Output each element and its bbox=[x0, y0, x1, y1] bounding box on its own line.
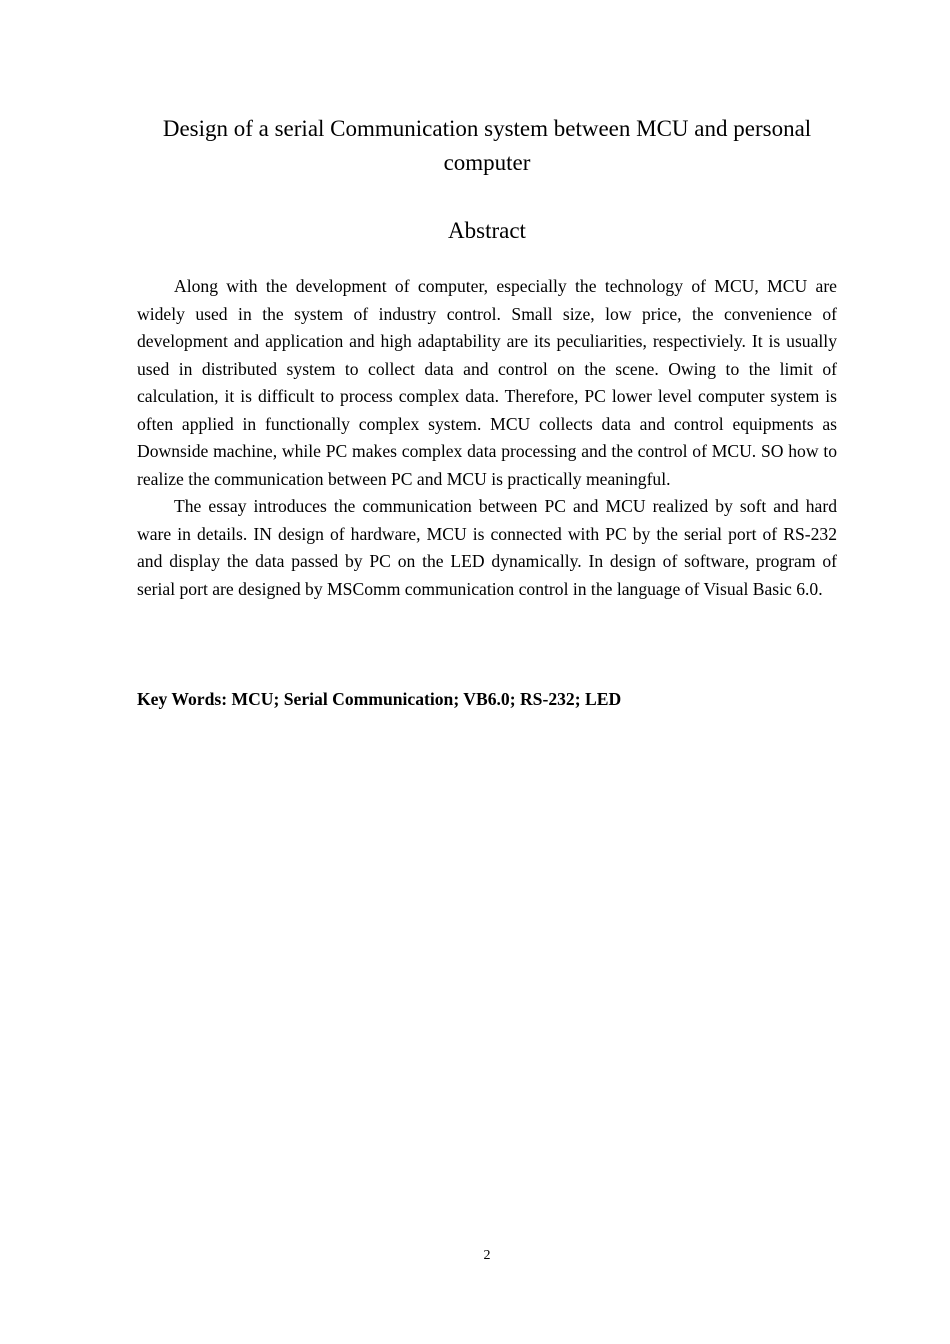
abstract-heading: Abstract bbox=[448, 218, 526, 243]
abstract-paragraph-2: The essay introduces the communication between PC and MCU realized by soft and hard ware in details. IN design of hardware, MCU is connected with PC by the serial port of RS-232 and display the data passed by PC on the LED dynamically. In design of software, program of serial port are designed by MSComm communication control in the language of Visual Basic 6.0. bbox=[137, 496, 837, 599]
document-title: Design of a serial Communication system between MCU and personal computer bbox=[162, 116, 812, 175]
keywords-line: Key Words: MCU; Serial Communication; VB6.0; RS-232; LED bbox=[137, 689, 622, 709]
abstract-paragraph-1: Along with the development of computer, especially the technology of MCU, MCU are widely used in the system of industry control. Small size, low price, the convenience of development and application and high adaptability are its peculiarities, respectiviely. It is usually used in distributed system to collect data and control on the scene. Owing to the limit of calculation, it is difficult to process complex data. Therefore, PC lower level computer system is often applied in functionally complex system. MCU collects data and control equipments as Downside machine, while PC makes complex data processing and the control of MCU. SO how to realize the communication between PC and MCU is practically meaningful. bbox=[137, 276, 837, 489]
abstract-body bbox=[137, 273, 837, 603]
page-number: 2 bbox=[483, 1248, 491, 1263]
